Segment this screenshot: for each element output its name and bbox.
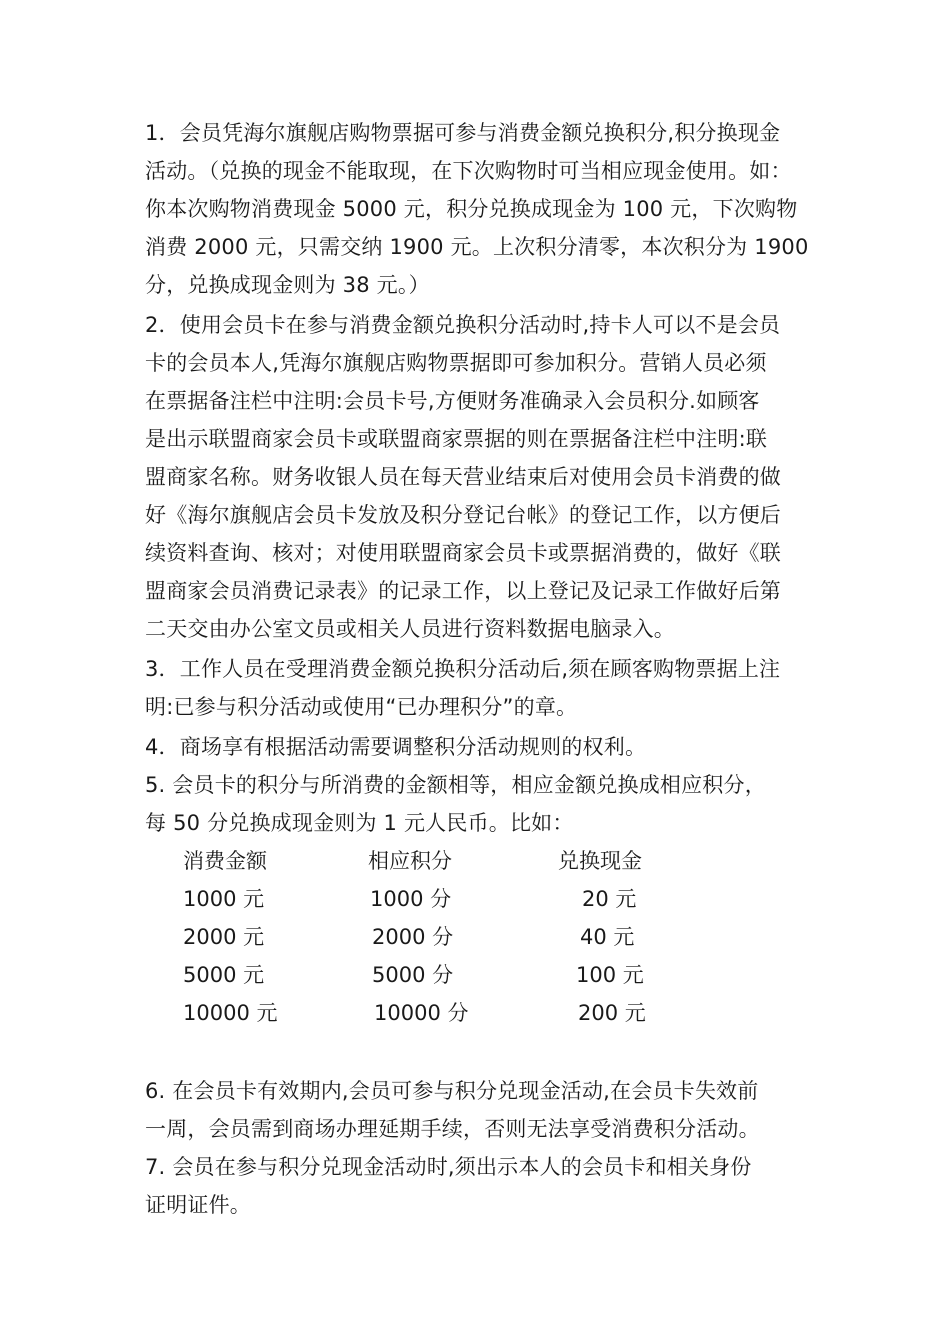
text-line: 盟商家会员消费记录表》的记录工作，以上登记及记录工作做好后第 xyxy=(145,579,781,603)
text-line: 盟商家名称。财务收银人员在每天营业结束后对使用会员卡消费的做 xyxy=(145,465,781,489)
text-line: 卡的会员本人,凭海尔旗舰店购物票据即可参加积分。营销人员必须 xyxy=(145,351,767,375)
text-line: 续资料查询、核对；对使用联盟商家会员卡或票据消费的，做好《联 xyxy=(145,541,781,565)
table-cell: 1000 元 xyxy=(183,887,265,911)
text-line: 活动。（兑换的现金不能取现，在下次购物时可当相应现金使用。如： xyxy=(145,159,792,183)
table-cell: 20 元 xyxy=(582,887,637,911)
table-cell: 40 元 xyxy=(580,925,635,949)
table-cell: 5000 元 xyxy=(183,963,265,987)
text-line: 6. 在会员卡有效期内,会员可参与积分兑现金活动,在会员卡失效前 xyxy=(145,1079,759,1103)
table-cell: 100 元 xyxy=(576,963,644,987)
text-line: 5. 会员卡的积分与所消费的金额相等，相应金额兑换成相应积分， xyxy=(145,773,766,797)
table-cell: 2000 元 xyxy=(183,925,265,949)
text-line: 每 50 分兑换成现金则为 1 元人民币。比如： xyxy=(145,811,574,835)
text-line: 3．工作人员在受理消费金额兑换积分活动后,须在顾客购物票据上注 xyxy=(145,657,781,681)
text-line: 1．会员凭海尔旗舰店购物票据可参与消费金额兑换积分,积分换现金 xyxy=(145,121,781,145)
text-line: 消费 2000 元，只需交纳 1900 元。上次积分清零，本次积分为 1900 xyxy=(145,235,809,259)
table-cell: 2000 分 xyxy=(372,925,454,949)
text-line: 2．使用会员卡在参与消费金额兑换积分活动时,持卡人可以不是会员 xyxy=(145,313,781,337)
table-cell: 200 元 xyxy=(578,1001,646,1025)
text-line: 分，兑换成现金则为 38 元。） xyxy=(145,273,430,297)
text-line: 二天交由办公室文员或相关人员进行资料数据电脑录入。 xyxy=(145,617,675,641)
text-line: 你本次购物消费现金 5000 元，积分兑换成现金为 100 元，下次购物 xyxy=(145,197,798,221)
text-line: 好《海尔旗舰店会员卡发放及积分登记台帐》的登记工作，以方便后 xyxy=(145,503,781,527)
text-line: 明:已参与积分活动或使用“已办理积分”的章。 xyxy=(145,695,578,719)
text-line: 证明证件。 xyxy=(145,1193,251,1217)
table-header: 消费金额 xyxy=(183,849,267,873)
text-line: 在票据备注栏中注明:会员卡号,方便财务准确录入会员积分.如顾客 xyxy=(145,389,760,413)
text-line: 7. 会员在参与积分兑现金活动时,须出示本人的会员卡和相关身份 xyxy=(145,1155,752,1179)
table-cell: 10000 分 xyxy=(374,1001,469,1025)
table-cell: 5000 分 xyxy=(372,963,454,987)
text-line: 4．商场享有根据活动需要调整积分活动规则的权利。 xyxy=(145,735,647,759)
text-line: 一周，会员需到商场办理延期手续，否则无法享受消费积分活动。 xyxy=(145,1117,760,1141)
table-header: 兑换现金 xyxy=(558,849,642,873)
table-cell: 1000 分 xyxy=(370,887,452,911)
table-header: 相应积分 xyxy=(368,849,452,873)
table-cell: 10000 元 xyxy=(183,1001,278,1025)
text-line: 是出示联盟商家会员卡或联盟商家票据的则在票据备注栏中注明:联 xyxy=(145,427,768,451)
